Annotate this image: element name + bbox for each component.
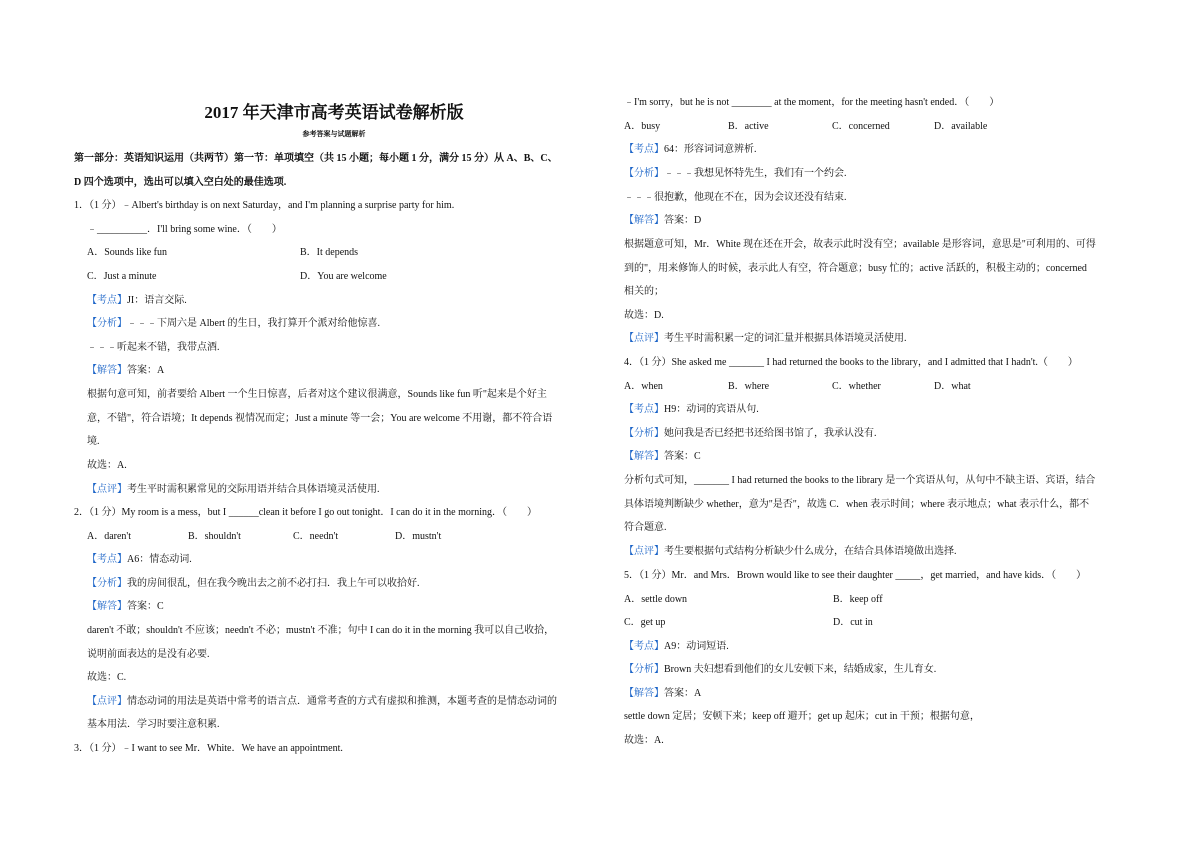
q4-body-1: 分析句式可知，_______ I had returned the books to the library 是一个宾语从句，从句中不缺主语、宾语，结合 (624, 475, 1096, 486)
q1-choose: 故选：A. (87, 460, 127, 471)
q1-dianping-text: 考生平时需积累常见的交际用语并结合具体语境灵活使用. (127, 484, 380, 495)
q1-option-d: D．You are welcome (300, 271, 387, 282)
q4-option-c: C．whether (832, 381, 881, 392)
kaodian-tag: 【考点】 (87, 554, 127, 565)
q3-dianping (624, 332, 907, 346)
q1-body-1: 根据句意可知，前者要给 Albert 一个生日惊喜，后者对这个建议很满意，Sounds like fun 听"起来是个好主 (87, 389, 547, 400)
q3-stem-2: ﹣I'm sorry，but he is not ________ at the moment，for the meeting hasn't ended．（ ） (624, 97, 1000, 108)
jieda-tag: 【解答】 (87, 365, 127, 376)
q1-fenxi (87, 317, 380, 331)
section-intro-line-2: D 四个选项中，选出可以填入空白处的最佳选项. (74, 177, 287, 188)
q2-kaodian (87, 553, 192, 567)
jieda-tag: 【解答】 (624, 215, 664, 226)
q2-option-c: C．needn't (293, 531, 339, 542)
q2-choose: 故选：C. (87, 672, 127, 683)
q4-dianping-text: 考生要根据句式结构分析缺少什么成分，在结合具体语境做出选择. (664, 546, 957, 557)
q1-option-b: B．It depends (300, 247, 359, 258)
q2-jieda-text: 答案：C (127, 601, 164, 612)
q4-fenxi (624, 427, 877, 441)
q1-fenxi-2: ﹣﹣﹣听起来不错，我带点酒. (87, 342, 220, 353)
q1-stem-2: ﹣__________．I'll bring some wine．（ ） (87, 224, 282, 235)
section-intro-line-1: 第一部分：英语知识运用（共两节）第一节：单项填空（共 15 小题；每小题 1 分，满分 15 分）从 A、B、C、 (74, 153, 558, 164)
q1-kaodian-text: JI：语言交际. (127, 295, 187, 306)
q5-fenxi (624, 663, 936, 677)
fenxi-tag: 【分析】 (87, 318, 127, 329)
kaodian-tag: 【考点】 (624, 404, 664, 415)
q1-fenxi-text: ﹣﹣﹣下周六是 Albert 的生日，我打算开个派对给他惊喜. (127, 318, 381, 329)
page-subtitle: 参考答案与试题解析 (302, 130, 366, 138)
q1-body-2: 意，不错"，符合语境；It depends 视情况而定；Just a minute 等一会；You are welcome 不用谢，都不符合语 (87, 413, 553, 424)
kaodian-tag: 【考点】 (87, 295, 127, 306)
dianping-tag: 【点评】 (624, 333, 664, 344)
q3-stem: 3．（1 分）﹣I want to see Mr．White．We have an appointment. (74, 743, 343, 754)
q3-body-3: 相关的； (624, 286, 664, 297)
kaodian-tag: 【考点】 (624, 144, 664, 155)
q3-option-a: A．busy (624, 121, 661, 132)
dianping-tag: 【点评】 (87, 484, 127, 495)
q1-dianping (87, 483, 380, 497)
q2-dianping-text: 情态动词的用法是英语中常考的语言点．通常考查的方式有虚拟和推测，本题考查的是情态动词的 (127, 696, 557, 707)
q4-stem: 4．（1 分）She asked me _______ I had returned the books to the library，and I admitted that I hadn't.（ ） (624, 357, 1078, 368)
q1-option-a: A．Sounds like fun (87, 247, 167, 258)
dianping-tag: 【点评】 (87, 696, 127, 707)
q4-jieda-text: 答案：C (664, 451, 701, 462)
q3-option-c: C．concerned (832, 121, 890, 132)
fenxi-tag: 【分析】 (624, 428, 664, 439)
q1-stem: 1．（1 分）﹣Albert's birthday is on next Saturday，and I'm planning a surprise party for him. (74, 200, 455, 211)
q5-option-d: D．cut in (833, 617, 873, 628)
q1-body-3: 境. (87, 436, 100, 447)
q3-jieda (624, 214, 701, 228)
q5-kaodian (624, 640, 729, 654)
q2-kaodian-text: A6：情态动词. (127, 554, 192, 565)
q2-jieda (87, 600, 164, 614)
jieda-tag: 【解答】 (87, 601, 127, 612)
dianping-tag: 【点评】 (624, 546, 664, 557)
q4-body-2: 具体语境判断缺少 whether，意为"是否"，故选 C．when 表示时间；where 表示地点；what 表示什么，都不 (624, 499, 1090, 510)
q1-kaodian (87, 294, 187, 308)
q3-dianping-text: 考生平时需积累一定的词汇量并根据具体语境灵活使用. (664, 333, 907, 344)
jieda-tag: 【解答】 (624, 451, 664, 462)
page-title: 2017 年天津市高考英语试卷解析版 (204, 103, 464, 122)
q2-body-2: 说明前面表达的是没有必要. (87, 649, 210, 660)
q5-kaodian-text: A9：动词短语. (664, 641, 729, 652)
q4-option-b: B．where (728, 381, 770, 392)
fenxi-tag: 【分析】 (624, 664, 664, 675)
q3-fenxi-text: ﹣﹣﹣我想见怀特先生，我们有一个约会. (664, 168, 847, 179)
q4-jieda (624, 450, 701, 464)
q2-option-b: B．shouldn't (188, 531, 241, 542)
q2-fenxi (87, 577, 420, 591)
q5-choose: 故选：A. (624, 735, 664, 746)
q3-kaodian (624, 143, 757, 157)
q5-stem: 5．（1 分）Mr．and Mrs．Brown would like to see their daughter _____，get married，and have kids．（ ） (624, 570, 1087, 581)
q4-kaodian (624, 403, 759, 417)
fenxi-tag: 【分析】 (624, 168, 664, 179)
q5-body-1: settle down 定居；安顿下来；keep off 避开；get up 起床；cut in 干预；根据句意， (624, 711, 980, 722)
q3-fenxi-2: ﹣﹣﹣很抱歉，他现在不在，因为会议还没有结束. (624, 192, 847, 203)
q5-fenxi-text: Brown 夫妇想看到他们的女儿安顿下来，结婚成家，生儿育女. (664, 664, 937, 675)
q2-dianping (87, 695, 557, 709)
q4-option-d: D．what (934, 381, 971, 392)
q2-stem: 2．（1 分）My room is a mess，but I ______clean it before I go out tonight．I can do it in the morning．（ ） (74, 507, 537, 518)
jieda-tag: 【解答】 (624, 688, 664, 699)
q1-option-c: C．Just a minute (87, 271, 157, 282)
q4-body-3: 符合题意. (624, 522, 667, 533)
q3-option-d: D．available (934, 121, 988, 132)
kaodian-tag: 【考点】 (624, 641, 664, 652)
q2-fenxi-text: 我的房间很乱，但在我今晚出去之前不必打扫．我上午可以收拾好. (127, 578, 420, 589)
q2-option-a: A．daren't (87, 531, 132, 542)
q3-body-2: 到的"，用来修饰人的时候，表示此人有空，符合题意；busy 忙的；active 活跃的，积极主动的；concerned (624, 263, 1087, 274)
q2-dianping-2: 基本用法．学习时要注意积累. (87, 719, 220, 730)
q4-kaodian-text: H9：动词的宾语从句. (664, 404, 759, 415)
q4-option-a: A．when (624, 381, 663, 392)
q3-body-1: 根据题意可知，Mr．White 现在还在开会，故表示此时没有空；available 是形容词，意思是"可利用的、可得 (624, 239, 1096, 250)
q5-option-c: C．get up (624, 617, 666, 628)
q3-choose: 故选：D. (624, 310, 664, 321)
q1-jieda (87, 364, 164, 378)
q5-option-a: A．settle down (624, 594, 688, 605)
q4-fenxi-text: 她问我是否已经把书还给图书馆了，我承认没有. (664, 428, 877, 439)
q2-body-1: daren't 不敢；shouldn't 不应该；needn't 不必；mustn't 不准；句中 I can do it in the morning 我可以自己收拾， (87, 625, 555, 636)
q2-option-d: D．mustn't (395, 531, 442, 542)
q3-fenxi (624, 167, 847, 181)
q5-jieda (624, 687, 701, 701)
q1-jieda-text: 答案：A (127, 365, 165, 376)
fenxi-tag: 【分析】 (87, 578, 127, 589)
q5-option-b: B．keep off (833, 594, 883, 605)
q3-jieda-text: 答案：D (664, 215, 702, 226)
q3-option-b: B．active (728, 121, 769, 132)
q4-dianping (624, 545, 957, 559)
q5-jieda-text: 答案：A (664, 688, 702, 699)
q3-kaodian-text: 64：形容词词意辨析. (664, 144, 757, 155)
